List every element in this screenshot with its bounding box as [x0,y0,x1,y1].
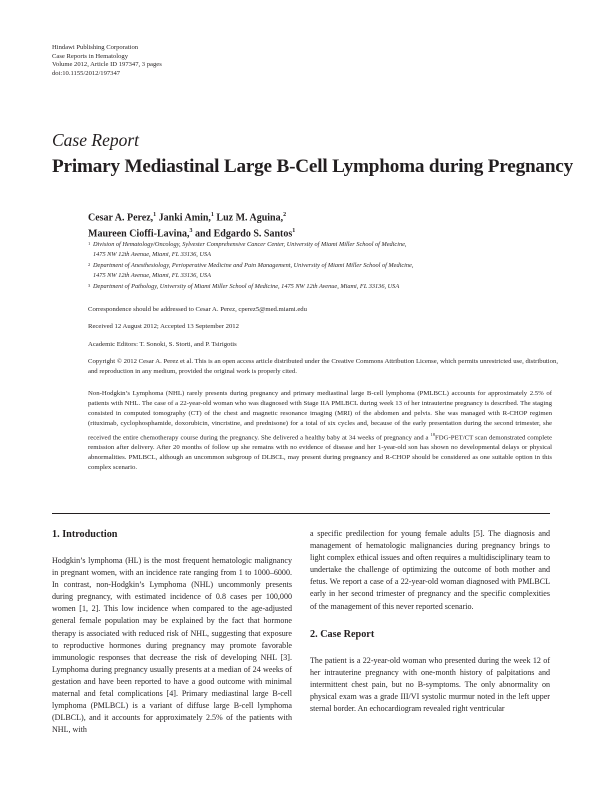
academic-editors: Academic Editors: T. Sonoki, S. Storti, and P. Tsirigotis [88,341,237,348]
publisher-name: Hindawi Publishing Corporation [52,44,139,51]
affiliation-line: Division of Hematology/Oncology, Sylvester Comprehensive Cancer Center, University of Miami Miller School of Medicine, [93,241,407,248]
divider [52,513,550,514]
affiliation-number: 2 [88,261,91,267]
correspondence: Correspondence should be addressed to Cesar A. Perez, cperez5@med.miami.edu [88,306,307,313]
author-affiliation-mark: 1 [210,212,214,218]
affiliation-number: 1 [88,241,91,246]
author-name: and Edgardo S. Santos [192,228,293,240]
copyright-notice: Copyright © 2012 Cesar A. Perez et al. This is an open access article distributed under the Creative Commons Attribution License, which permits unrestricted use, distribution, and reproduction in any medium, provided the original work is properly cited. [88,358,558,375]
author-affiliation-mark: 3 [189,227,193,234]
case-report-text: The patient is a 22-year-old woman who presented during the week 12 of her intrauterine pregnancy with one-month history of palpitations and intermittent chest pain, but no B-symptoms. The only abnormality on physical exam was a grade III/VI systolic murmur noted in the left upper sternal border. An echocardiogram revealed right ventricular [310,655,550,714]
author-affiliation-mark: 1 [153,212,157,218]
article-title: Primary Mediastinal Large B-Cell Lymphoma during Pregnancy [52,156,574,177]
author-list [88,209,295,241]
author-affiliation-mark: 1 [292,227,296,234]
journal-header [52,44,162,79]
introduction-text: Hodgkin’s lymphoma (HL) is the most frequent hematologic malignancy in pregnant women, with an incidence rate ranging from 1 to 1000–6000. In contrast, non-Hodgkin’s Lymphoma (NHL) uncommonly presents during pregnancy, with estimated incidence of 0.8 cases per 100,000 women [1, 2]. This low incidence when compared to the age-adjusted general female population may be explained by the fact that hormone therapy is associated with reduced risk of NHL, suggesting that exposure to reproductive hormones during pregnancy may promote favorable immunologic responses that decrease the risk of developing NHL [3]. Lymphoma during pregnancy usually presents at a median of 24 weeks of gestation and have been reported to have a good outcome with minimal maternal and fetal complications [4]. Primary mediastinal large B-cell lymphoma (PMLBCL) is a variant of diffuse large B-cell lymphoma (DLBCL), and it accounts for approximately 2.5% of the patients with NHL, with [52,556,292,735]
author-name: Maureen Cioffi-Lavina, [88,228,190,240]
affiliations [88,240,558,292]
affiliation-1 [88,240,558,261]
section-heading-introduction: 1. Introduction [52,529,118,540]
affiliation-line: Department of Anesthesiology, Perioperative Medicine and Pain Management, University of Miami Miller School of Medicine, [93,261,414,269]
affiliation-2 [88,261,558,282]
isotope-superscript: 18 [430,431,435,437]
affiliation-line: Department of Pathology, University of Miami Miller School of Medicine, 1475 NW 12th Avenue, Miami, FL 33136, USA [93,282,400,290]
section-heading-case-report: 2. Case Report [310,628,375,640]
introduction-continued-text: a specific predilection for young female adults [5]. The diagnosis and management of hematologic malignancies during pregnancy brings to light complex ethical issues and often requires a multidisciplinary team to undertake the challenge of optimizing the outcome of both mother and fetus. We report a case of a 22-year-old woman diagnosed with PMLBCL early in her second trimester of pregnancy and the specific complexities of the management of this never reported scenario. [310,529,550,611]
affiliation-3 [88,282,558,292]
affiliation-number: 3 [88,282,91,288]
affiliation-line: 1475 NW 12th Avenue, Miami, FL 33136, USA [93,272,212,280]
author-name: Janki Amin, [156,212,211,224]
journal-name: Case Reports in Hematology [52,52,128,60]
abstract [88,389,552,473]
author-line-1 [88,209,295,225]
author-name: Luz M. Aguina, [213,212,284,224]
volume-info: Volume 2012, Article ID 197347, 3 pages [52,61,162,69]
author-name: Cesar A. Perez, [88,212,154,224]
received-dates: Received 12 August 2012; Accepted 13 September 2012 [88,323,239,330]
right-column [310,528,550,715]
abstract-text: FDG-PET/CT scan demonstrated complete remission after delivery. After 20 months of follow up she remains with no evidence of disease and her 1-year-old son has shown no developmental delays or physical abnormalities. PMLBCL, although an uncommon subgroup of DLBCL, may present during pregnancy and R-CHOP should be considered as one suitable option in this complex scenario. [88,433,553,472]
author-affiliation-mark: 2 [283,212,287,218]
article-type: Case Report [52,130,140,150]
doi[interactable]: doi:10.1155/2012/197347 [52,70,121,78]
left-column [52,528,292,736]
abstract-text: Non-Hodgkin’s Lymphoma (NHL) rarely presents during pregnancy and primary mediastinal large B-cell lymphoma (PMLBCL) accounts for approximately 2.5% of patients with NHL. The case of a 22-year-old woman who was diagnosed with Stage IIA PMLBCL during week 13 of her intrauterine pregnancy is described. The staging consisted in computed tomography (CT) of the chest and magnetic resonance imaging (MRI) of the abdomen and pelvis. She was managed with R-CHOP regimen (rituximab, cyclophosphamide, doxorubicin, vincristine, and prednisone) for a total of six cycles and, because of the early presentation during the second trimester, she received the entire chemotherapy course during the pregnancy. She delivered a healthy baby at 34 weeks of pregnancy and a [88,390,552,441]
affiliation-line: 1475 NW 12th Avenue, Miami, FL 33136, USA [93,251,212,259]
author-line-2 [88,225,295,241]
